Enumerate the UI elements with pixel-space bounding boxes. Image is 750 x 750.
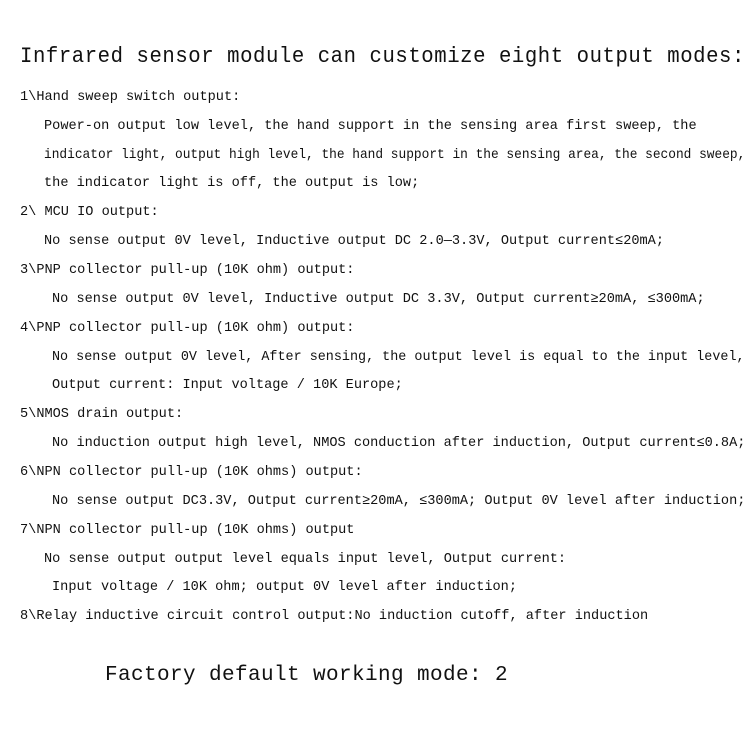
mode-4-line-2: Output current: Input voltage / 10K Europe; <box>52 378 403 393</box>
mode-5-heading: 5\NMOS drain output: <box>20 407 184 422</box>
page-title: Infrared sensor module can customize eight output modes: <box>20 44 745 69</box>
mode-7-heading: 7\NPN collector pull-up (10K ohms) output <box>20 523 355 538</box>
mode-2-heading: 2\ MCU IO output: <box>20 205 159 220</box>
mode-5-line-1: No induction output high level, NMOS conduction after induction, Output current≤0.8A; <box>52 436 746 451</box>
mode-1-line-3: the indicator light is off, the output is low; <box>44 176 420 191</box>
mode-4-line-1: No sense output 0V level, After sensing, the output level is equal to the input level, <box>52 350 745 365</box>
mode-6-line-1: No sense output DC3.3V, Output current≥20mA, ≤300mA; Output 0V level after induction; <box>52 494 746 509</box>
mode-3-line-1: No sense output 0V level, Inductive output DC 3.3V, Output current≥20mA, ≤300mA; <box>52 292 705 307</box>
mode-6-heading: 6\NPN collector pull-up (10K ohms) output: <box>20 465 363 480</box>
mode-1-line-1: Power-on output low level, the hand support in the sensing area first sweep, the <box>44 119 697 134</box>
mode-3-heading: 3\PNP collector pull-up (10K ohm) output: <box>20 263 355 278</box>
factory-default-note: Factory default working mode: 2 <box>105 664 509 687</box>
mode-4-heading: 4\PNP collector pull-up (10K ohm) output: <box>20 321 355 336</box>
mode-7-line-2: Input voltage / 10K ohm; output 0V level after induction; <box>52 580 517 595</box>
mode-1-line-2: indicator light, output high level, the hand support in the sensing area, the second sweep, <box>44 148 746 163</box>
mode-1-heading: 1\Hand sweep switch output: <box>20 90 241 105</box>
mode-7-line-1: No sense output output level equals input level, Output current: <box>44 552 567 567</box>
mode-2-line-1: No sense output 0V level, Inductive output DC 2.0—3.3V, Output current≤20mA; <box>44 234 664 249</box>
mode-8-heading: 8\Relay inductive circuit control output:No induction cutoff, after induction <box>20 609 649 624</box>
